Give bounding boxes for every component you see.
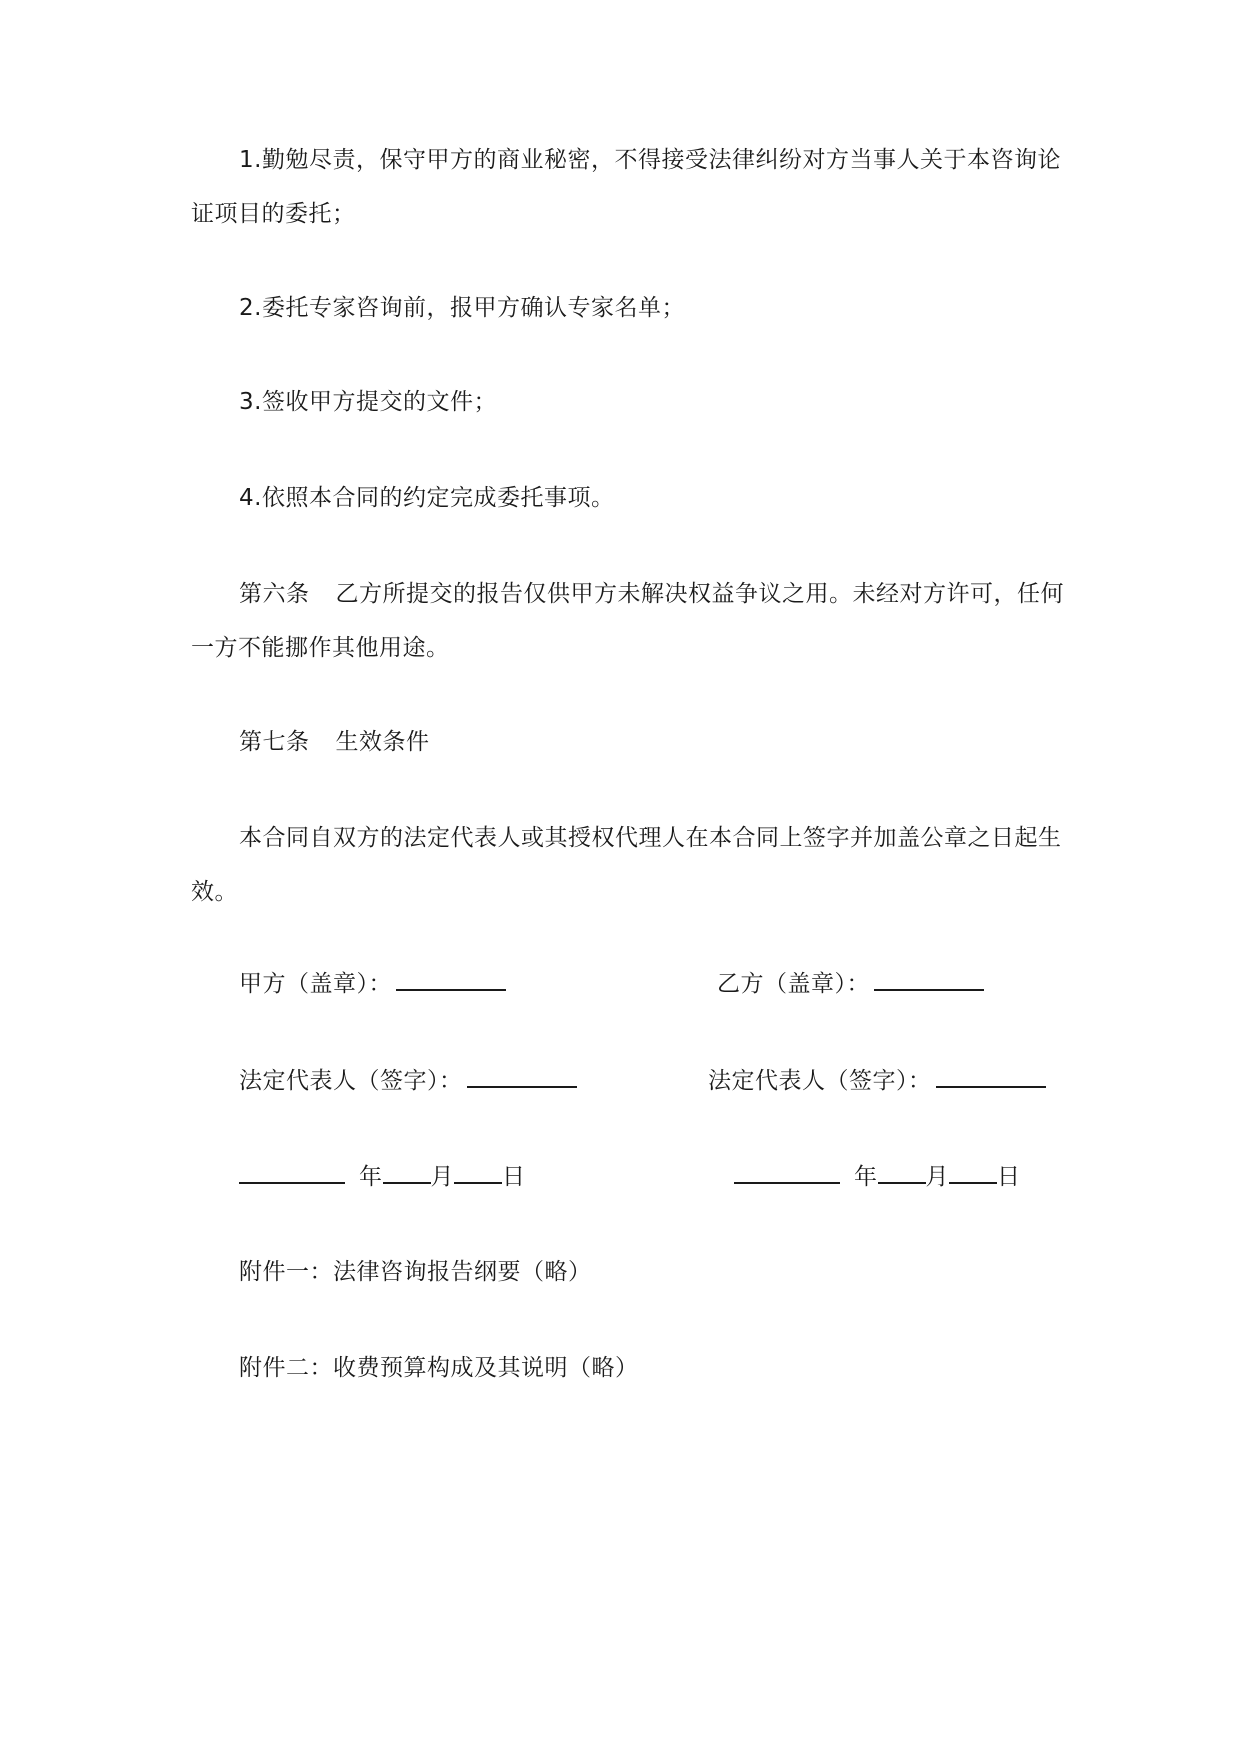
party-b-rep-label: 法定代表人（签字）： — [708, 1068, 932, 1094]
party-a-month-blank[interactable] — [383, 1160, 431, 1184]
duty-item-1: 1.勤勉尽责，保守甲方的商业秘密，不得接受法律纠纷对方当事人关于本咨询论证项目的委托； — [191, 147, 1061, 227]
attachment-1: 附件一：法律咨询报告纲要（略） — [239, 1259, 592, 1285]
party-b-seal-blank[interactable] — [874, 967, 984, 991]
day-label: 日 — [997, 1164, 1021, 1190]
party-a-seal-blank[interactable] — [396, 967, 506, 991]
duty-item-3: 3.签收甲方提交的文件； — [239, 389, 497, 415]
month-label: 月 — [430, 1164, 454, 1190]
article-7-heading: 第七条 — [239, 729, 310, 755]
party-a-seal-label: 甲方（盖章）： — [239, 971, 392, 997]
party-b-day-blank[interactable] — [949, 1160, 997, 1184]
party-a-rep-line — [239, 1064, 577, 1096]
party-a-date-line — [239, 1160, 526, 1192]
party-b-seal-label: 乙方（盖章）： — [717, 971, 870, 997]
attachment-2: 附件二：收费预算构成及其说明（略） — [239, 1355, 639, 1381]
party-b-date-line — [734, 1160, 1021, 1192]
party-b-seal-line — [717, 967, 984, 999]
duty-item-2: 2.委托专家咨询前，报甲方确认专家名单； — [239, 295, 685, 321]
article-7-text: 本合同自双方的法定代表人或其授权代理人在本合同上签字并加盖公章之日起生效。 — [191, 825, 1062, 905]
party-b-rep-line — [708, 1064, 1046, 1096]
party-a-day-blank[interactable] — [454, 1160, 502, 1184]
party-a-rep-blank[interactable] — [467, 1064, 577, 1088]
party-b-rep-blank[interactable] — [936, 1064, 1046, 1088]
party-a-rep-label: 法定代表人（签字）： — [239, 1068, 463, 1094]
party-b-year-blank[interactable] — [734, 1160, 840, 1184]
article-6-text: 乙方所提交的报告仅供甲方未解决权益争议之用。未经对方许可，任何一方不能挪作其他用途。 — [191, 581, 1064, 661]
article-6-heading: 第六条 — [239, 581, 310, 607]
article-7-heading-line — [191, 715, 1071, 769]
party-b-month-blank[interactable] — [878, 1160, 926, 1184]
party-a-seal-line — [239, 967, 506, 999]
year-label: 年 — [359, 1164, 383, 1190]
article-6 — [191, 567, 1071, 675]
article-7-title: 生效条件 — [335, 729, 430, 755]
year-label: 年 — [854, 1164, 878, 1190]
duty-item-4: 4.依照本合同的约定完成委托事项。 — [239, 485, 615, 511]
month-label: 月 — [925, 1164, 949, 1190]
day-label: 日 — [502, 1164, 526, 1190]
party-a-year-blank[interactable] — [239, 1160, 345, 1184]
